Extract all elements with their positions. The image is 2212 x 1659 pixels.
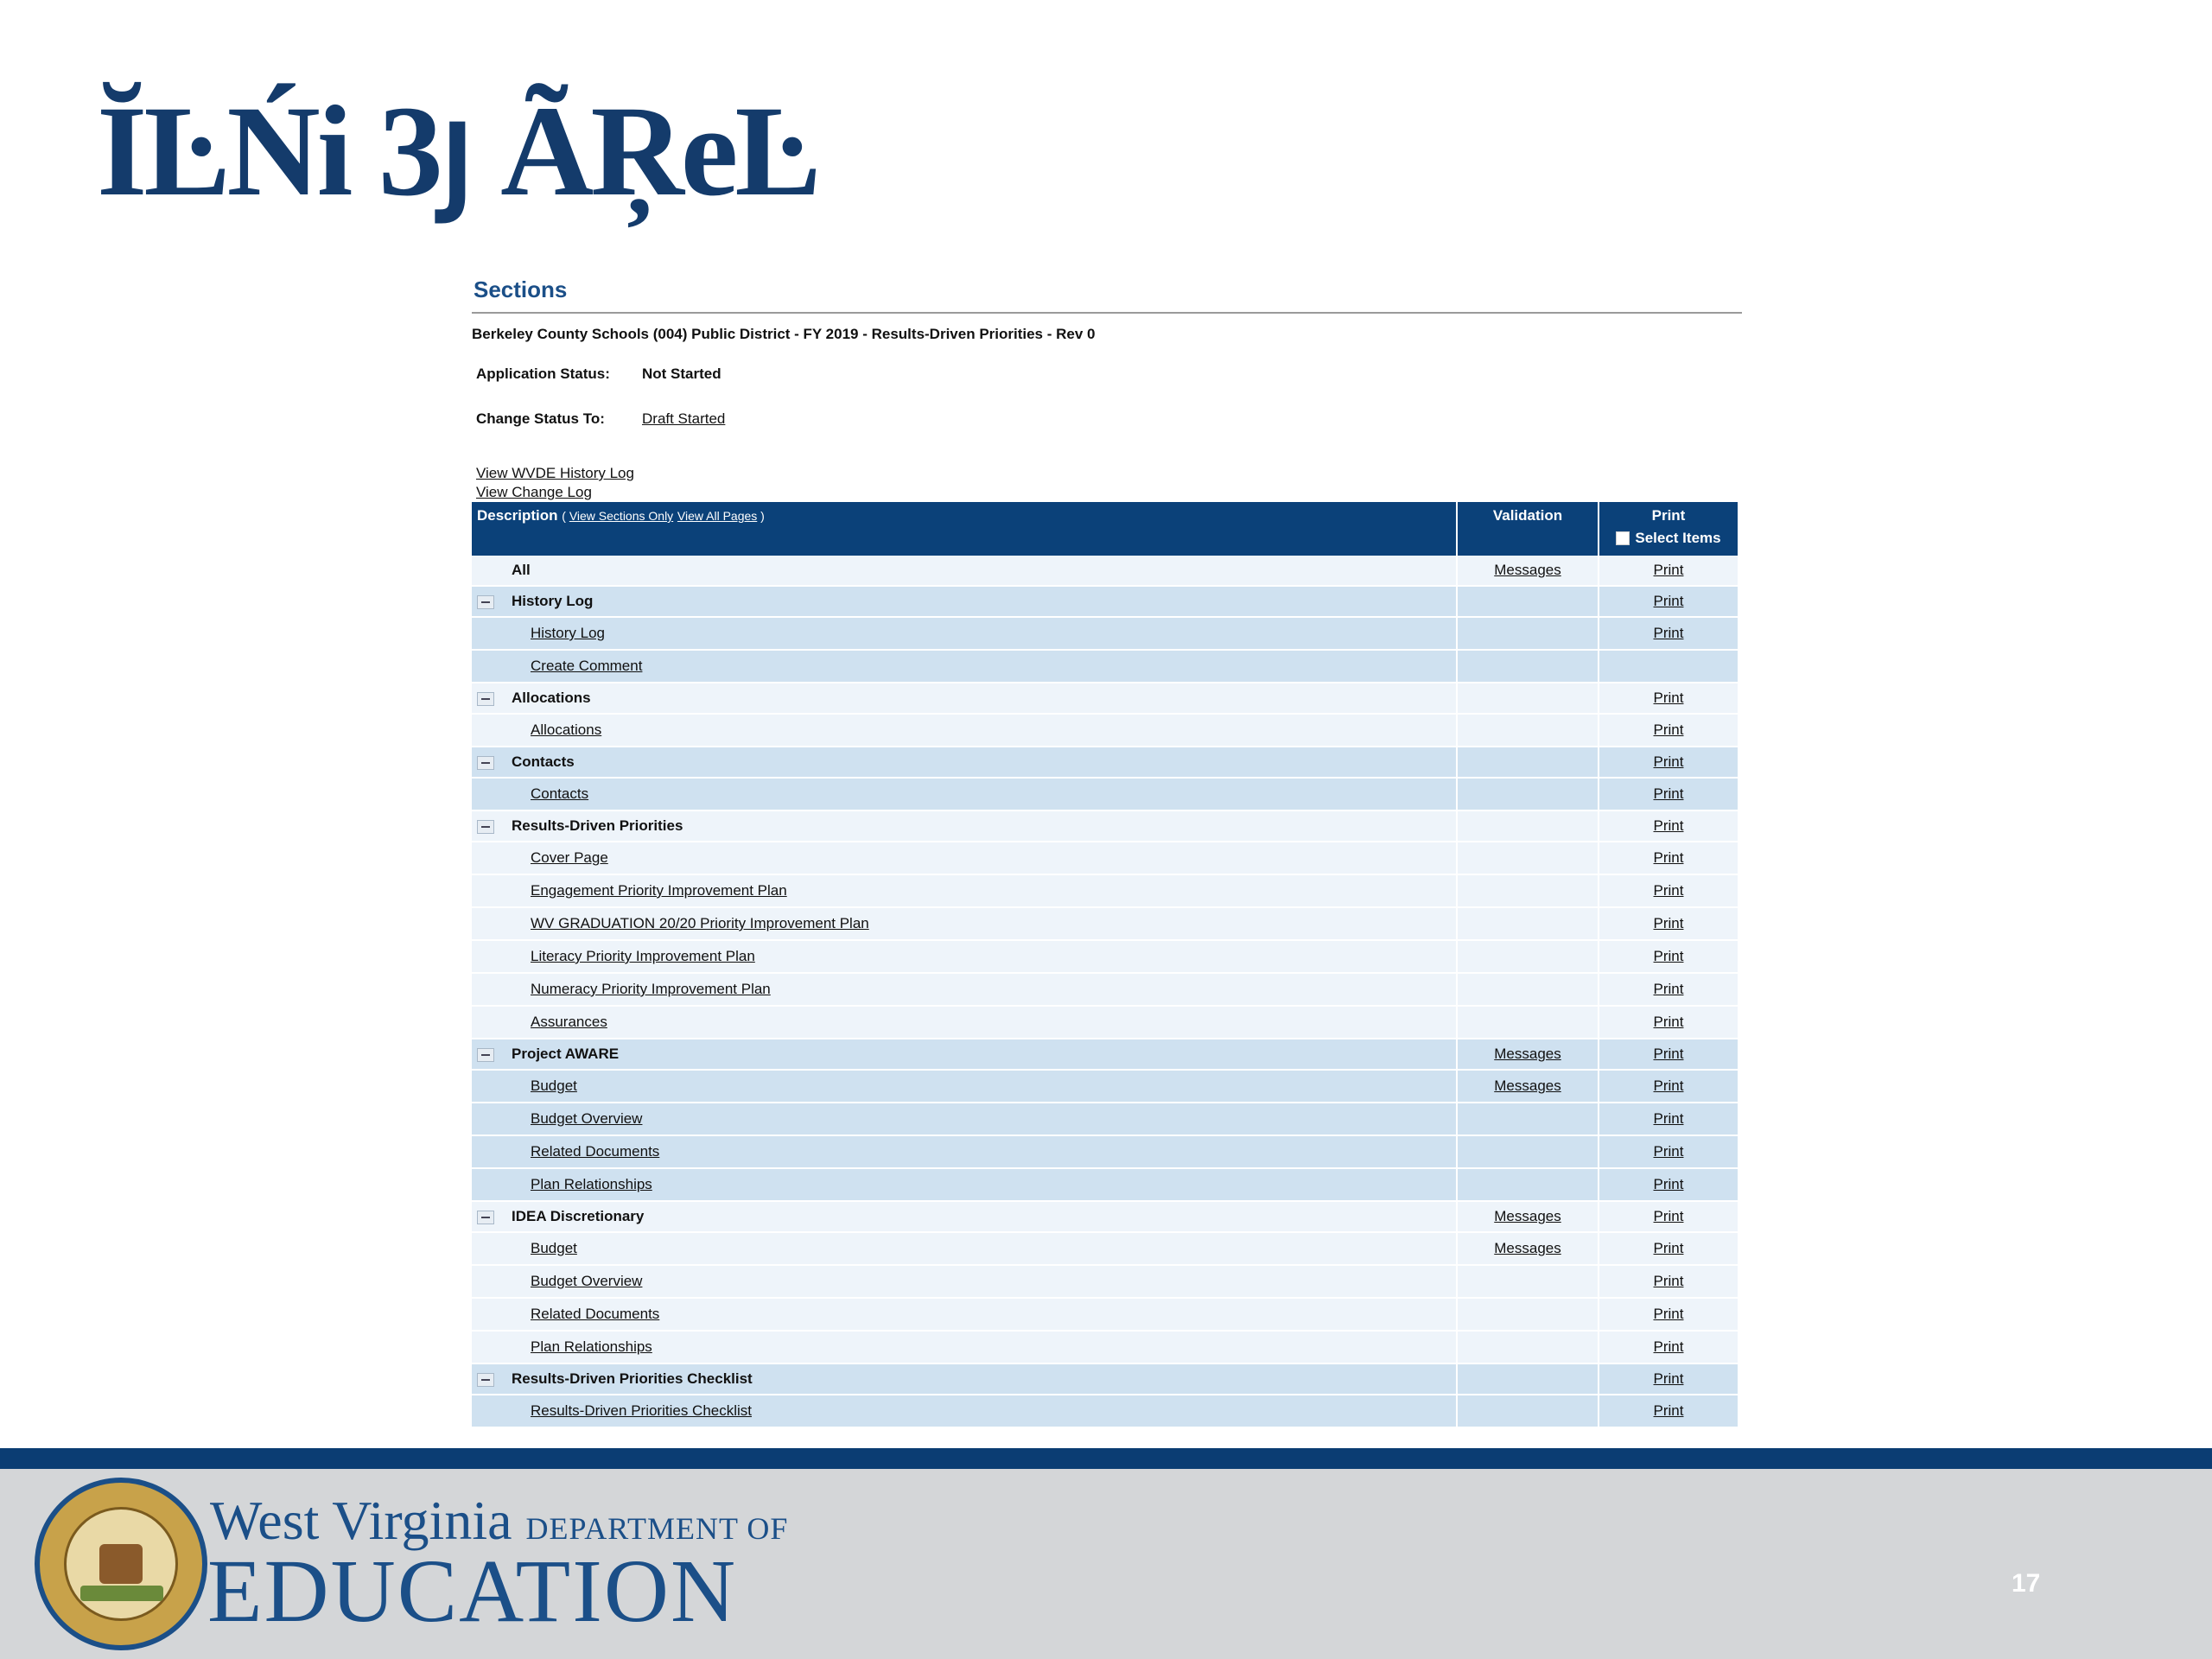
print-link[interactable]: Print — [1653, 882, 1684, 899]
print-link[interactable]: Print — [1653, 625, 1684, 641]
print-header — [1599, 502, 1738, 556]
select-items-checkbox[interactable] — [1616, 531, 1630, 545]
print-link[interactable]: Print — [1653, 849, 1684, 866]
print-cell — [1599, 1363, 1738, 1395]
messages-link[interactable]: Messages — [1494, 1077, 1561, 1094]
print-cell — [1599, 1070, 1738, 1103]
validation-cell — [1457, 586, 1599, 617]
page-link[interactable]: Numeracy Priority Improvement Plan — [531, 981, 771, 997]
validation-cell — [1457, 1298, 1599, 1331]
validation-cell — [1457, 973, 1599, 1006]
description-cell — [472, 747, 1457, 778]
print-link[interactable]: Print — [1653, 915, 1684, 931]
table-row — [472, 778, 1738, 810]
print-header-label: Print — [1651, 507, 1686, 524]
seal-figure — [99, 1544, 143, 1584]
validation-cell — [1457, 1363, 1599, 1395]
section-label: IDEA Discretionary — [512, 1208, 645, 1224]
description-cell — [472, 907, 1457, 940]
page-link[interactable]: Contacts — [531, 785, 589, 802]
description-cell — [472, 1070, 1457, 1103]
section-row — [472, 810, 1738, 842]
print-cell — [1599, 1103, 1738, 1135]
validation-cell — [1457, 650, 1599, 683]
collapse-icon[interactable] — [477, 1373, 494, 1387]
validation-cell — [1457, 810, 1599, 842]
page-link[interactable]: Literacy Priority Improvement Plan — [531, 948, 755, 964]
description-header: Description ( View Sections Only View All Pages ) — [472, 502, 1457, 556]
description-cell — [472, 1006, 1457, 1039]
print-cell — [1599, 714, 1738, 747]
print-link[interactable]: Print — [1653, 1370, 1684, 1387]
select-items-label: Select Items — [1635, 530, 1721, 546]
validation-cell — [1457, 874, 1599, 907]
table-row — [472, 907, 1738, 940]
validation-cell — [1457, 1168, 1599, 1201]
page-link[interactable]: Plan Relationships — [531, 1338, 652, 1355]
print-link[interactable]: Print — [1653, 1110, 1684, 1127]
print-link[interactable]: Print — [1653, 1306, 1684, 1322]
table-row — [472, 940, 1738, 973]
table-row — [472, 617, 1738, 650]
page-number: 17 — [2012, 1569, 2041, 1598]
section-label: Project AWARE — [512, 1046, 620, 1062]
validation-header: Validation — [1457, 502, 1599, 556]
logo-department-of: DEPARTMENT OF — [525, 1511, 789, 1546]
description-cell — [472, 778, 1457, 810]
sections-table — [472, 502, 1739, 1428]
seal-ground — [80, 1586, 163, 1601]
page-link[interactable]: Allocations — [531, 721, 602, 738]
draft-started-link[interactable]: Draft Started — [642, 410, 726, 427]
page-link[interactable]: Assurances — [531, 1014, 607, 1030]
page-link[interactable]: Budget — [531, 1240, 577, 1256]
section-row — [472, 586, 1738, 617]
seal-center — [64, 1507, 178, 1621]
validation-cell — [1457, 1201, 1599, 1232]
collapse-icon[interactable] — [477, 692, 494, 706]
district-line: Berkeley County Schools (004) Public District - FY 2019 - Results-Driven Priorities - Rev 0 — [472, 326, 1096, 342]
print-cell — [1599, 1135, 1738, 1168]
application-status-row — [472, 365, 1742, 383]
print-cell — [1599, 1331, 1738, 1363]
description-cell — [472, 1331, 1457, 1363]
section-row — [472, 683, 1738, 714]
page-link[interactable]: Results-Driven Priorities Checklist — [531, 1402, 753, 1419]
print-cell — [1599, 1039, 1738, 1070]
description-cell — [472, 973, 1457, 1006]
description-cell — [472, 1363, 1457, 1395]
messages-link[interactable]: Messages — [1494, 1046, 1561, 1062]
section-row — [472, 1201, 1738, 1232]
logo-west-virginia: West Virginia — [210, 1490, 512, 1551]
print-link[interactable]: Print — [1653, 1402, 1684, 1419]
table-row — [472, 650, 1738, 683]
state-seal-icon — [35, 1478, 207, 1650]
print-link[interactable]: Print — [1653, 948, 1684, 964]
print-link[interactable]: Print — [1653, 593, 1684, 609]
validation-cell — [1457, 1103, 1599, 1135]
description-header-label: Description — [477, 507, 558, 524]
description-cell — [472, 1168, 1457, 1201]
table-row — [472, 842, 1738, 874]
messages-link[interactable]: Messages — [1494, 562, 1561, 578]
page-link[interactable]: Budget — [531, 1077, 577, 1094]
sections-screenshot — [472, 270, 1742, 1446]
table-row — [472, 1395, 1738, 1427]
print-link[interactable]: Print — [1653, 1338, 1684, 1355]
application-status-label: Application Status: — [476, 365, 610, 382]
table-row — [472, 1265, 1738, 1298]
logo-education: EDUCATION — [207, 1541, 738, 1641]
page-link[interactable]: Create Comment — [531, 658, 643, 674]
description-cell — [472, 940, 1457, 973]
description-cell — [472, 1103, 1457, 1135]
table-row — [472, 874, 1738, 907]
page-link[interactable]: Budget Overview — [531, 1273, 643, 1289]
validation-cell — [1457, 1070, 1599, 1103]
validation-cell — [1457, 940, 1599, 973]
validation-cell — [1457, 1395, 1599, 1427]
table-row — [472, 1135, 1738, 1168]
print-cell — [1599, 1395, 1738, 1427]
collapse-icon[interactable] — [477, 820, 494, 834]
description-cell — [472, 842, 1457, 874]
page-link[interactable]: Budget Overview — [531, 1110, 643, 1127]
table-row — [472, 1103, 1738, 1135]
section-label: History Log — [512, 593, 594, 609]
print-cell — [1599, 1006, 1738, 1039]
description-cell — [472, 714, 1457, 747]
validation-cell — [1457, 617, 1599, 650]
print-cell — [1599, 1298, 1738, 1331]
section-label: Contacts — [512, 753, 575, 770]
print-cell — [1599, 973, 1738, 1006]
validation-cell — [1457, 1265, 1599, 1298]
print-cell — [1599, 842, 1738, 874]
description-cell — [472, 1232, 1457, 1265]
description-cell — [472, 1298, 1457, 1331]
view-history-log-link[interactable]: View WVDE History Log — [476, 465, 634, 481]
print-cell — [1599, 1232, 1738, 1265]
print-link[interactable]: Print — [1653, 1046, 1684, 1062]
table-row — [472, 714, 1738, 747]
slide-title: ĬĿŃi 3յ ÃŖeĿ — [97, 79, 818, 223]
print-cell — [1599, 778, 1738, 810]
messages-link[interactable]: Messages — [1494, 1208, 1561, 1224]
collapse-icon[interactable] — [477, 1211, 494, 1224]
all-row — [472, 556, 1738, 586]
print-link[interactable]: Print — [1653, 1176, 1684, 1192]
section-row — [472, 1363, 1738, 1395]
print-cell — [1599, 650, 1738, 683]
print-cell — [1599, 1265, 1738, 1298]
section-label: Results-Driven Priorities Checklist — [512, 1370, 753, 1387]
validation-cell — [1457, 778, 1599, 810]
sections-heading: Sections — [472, 270, 1742, 314]
print-link[interactable]: Print — [1653, 1240, 1684, 1256]
table-row — [472, 1070, 1738, 1103]
print-link[interactable]: Print — [1653, 562, 1684, 578]
page-link[interactable]: History Log — [531, 625, 605, 641]
select-items-control[interactable] — [1605, 530, 1732, 547]
print-cell — [1599, 874, 1738, 907]
collapse-icon[interactable] — [477, 1048, 494, 1062]
description-cell — [472, 650, 1457, 683]
table-row — [472, 1331, 1738, 1363]
table-row — [472, 973, 1738, 1006]
view-all-pages-link[interactable]: View All Pages — [677, 509, 758, 523]
validation-cell — [1457, 907, 1599, 940]
print-link[interactable]: Print — [1653, 785, 1684, 802]
print-cell — [1599, 747, 1738, 778]
page-link[interactable]: Engagement Priority Improvement Plan — [531, 882, 787, 899]
description-cell — [472, 1135, 1457, 1168]
print-link[interactable]: Print — [1653, 1208, 1684, 1224]
page-link[interactable]: Related Documents — [531, 1306, 660, 1322]
print-cell — [1599, 556, 1738, 586]
print-link[interactable]: Print — [1653, 817, 1684, 834]
table-row — [472, 1298, 1738, 1331]
print-cell — [1599, 1168, 1738, 1201]
description-cell — [472, 586, 1457, 617]
table-header-row — [472, 502, 1738, 556]
collapse-icon[interactable] — [477, 595, 494, 609]
print-cell — [1599, 683, 1738, 714]
validation-cell — [1457, 1232, 1599, 1265]
description-cell — [472, 874, 1457, 907]
table-row — [472, 1006, 1738, 1039]
application-status-value: Not Started — [642, 365, 721, 382]
print-link[interactable]: Print — [1653, 1077, 1684, 1094]
change-status-row — [472, 410, 1742, 428]
description-cell — [472, 1201, 1457, 1232]
page-link[interactable]: Plan Relationships — [531, 1176, 652, 1192]
validation-cell — [1457, 683, 1599, 714]
description-cell — [472, 810, 1457, 842]
validation-cell — [1457, 747, 1599, 778]
print-link[interactable]: Print — [1653, 753, 1684, 770]
description-cell — [472, 1265, 1457, 1298]
print-link[interactable]: Print — [1653, 1143, 1684, 1160]
print-cell — [1599, 586, 1738, 617]
page-link[interactable]: Cover Page — [531, 849, 608, 866]
validation-cell — [1457, 1135, 1599, 1168]
print-link[interactable]: Print — [1653, 981, 1684, 997]
description-cell — [472, 1395, 1457, 1427]
description-cell — [472, 556, 1457, 586]
view-sections-only-link[interactable]: View Sections Only — [569, 509, 674, 523]
validation-cell — [1457, 1331, 1599, 1363]
print-link[interactable]: Print — [1653, 1014, 1684, 1030]
print-cell — [1599, 617, 1738, 650]
validation-cell — [1457, 714, 1599, 747]
validation-cell — [1457, 556, 1599, 586]
logo-line-top — [210, 1490, 789, 1551]
print-cell — [1599, 907, 1738, 940]
page-link[interactable]: WV GRADUATION 20/20 Priority Improvement Plan — [531, 915, 869, 931]
all-label: All — [512, 562, 531, 578]
table-row — [472, 1168, 1738, 1201]
footer-bar — [0, 1448, 2212, 1469]
change-status-label: Change Status To: — [476, 410, 605, 427]
print-link[interactable]: Print — [1653, 1273, 1684, 1289]
print-cell — [1599, 810, 1738, 842]
table-row — [472, 1232, 1738, 1265]
view-change-log-link[interactable]: View Change Log — [476, 484, 592, 500]
description-cell — [472, 1039, 1457, 1070]
log-links — [472, 464, 1742, 502]
print-cell — [1599, 1201, 1738, 1232]
description-cell — [472, 683, 1457, 714]
validation-cell — [1457, 842, 1599, 874]
description-cell — [472, 617, 1457, 650]
section-label: Allocations — [512, 690, 591, 706]
validation-cell — [1457, 1039, 1599, 1070]
section-row — [472, 747, 1738, 778]
page-link[interactable]: Related Documents — [531, 1143, 660, 1160]
messages-link[interactable]: Messages — [1494, 1240, 1561, 1256]
print-link[interactable]: Print — [1653, 690, 1684, 706]
section-row — [472, 1039, 1738, 1070]
collapse-icon[interactable] — [477, 756, 494, 770]
validation-cell — [1457, 1006, 1599, 1039]
section-label: Results-Driven Priorities — [512, 817, 683, 834]
print-link[interactable]: Print — [1653, 721, 1684, 738]
print-cell — [1599, 940, 1738, 973]
